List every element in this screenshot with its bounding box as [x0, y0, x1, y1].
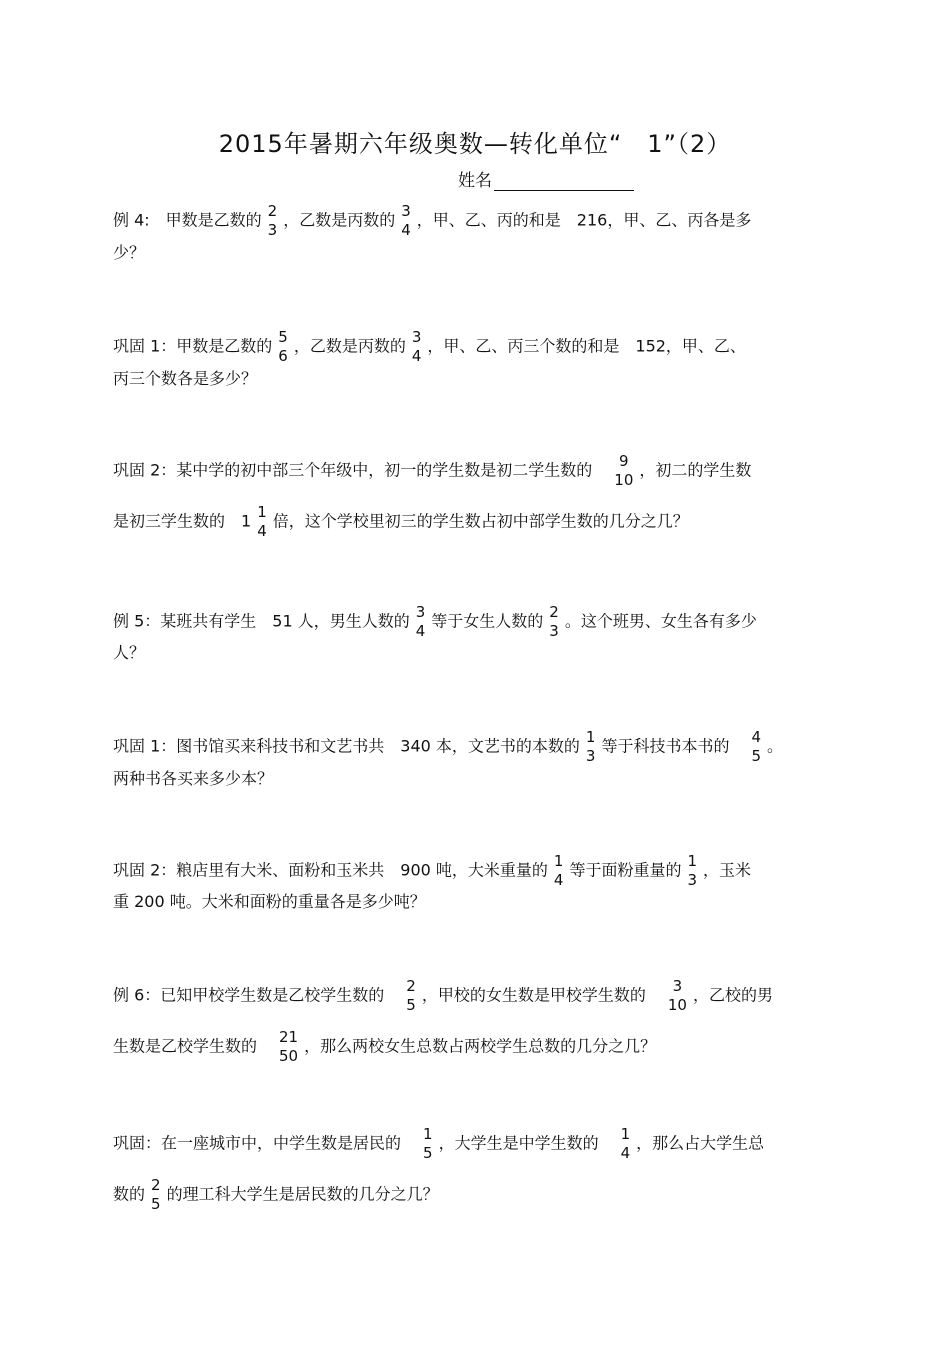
fraction-numerator: 9 — [619, 452, 629, 470]
fraction — [584, 728, 598, 766]
problem-text: 。这个班男、女生各有多少 — [564, 611, 757, 631]
problem-line — [113, 603, 757, 641]
fraction — [399, 202, 413, 240]
fraction — [421, 1125, 435, 1163]
problem-text: ，甲校的女生数是甲校学生数的 — [421, 985, 662, 1005]
problem-line — [113, 852, 751, 890]
fraction-denominator: 6 — [278, 347, 288, 365]
problem-text: 巩固 2：某中学的初中部三个年级中，初一的学生数是初二学生数的 — [113, 460, 609, 480]
name-blank — [494, 172, 634, 191]
fraction-denominator: 50 — [279, 1047, 299, 1065]
fraction-denominator: 4 — [257, 522, 267, 540]
fraction-denominator: 3 — [585, 747, 596, 765]
problem-text: 等于科技书本书的 — [601, 736, 746, 756]
problem-line — [113, 369, 257, 389]
fraction-numerator: 1 — [553, 852, 564, 870]
fraction-numerator: 1 — [423, 1125, 433, 1143]
fraction-numerator: 3 — [672, 977, 683, 995]
problem-text: ，初二的学生数 — [639, 460, 752, 480]
fraction-denominator: 4 — [620, 1144, 631, 1162]
fraction-numerator: 1 — [620, 1125, 631, 1143]
problem-text: ，大学生是中学生数的 — [438, 1133, 615, 1153]
name-field — [458, 166, 634, 191]
fraction-numerator: 3 — [411, 328, 422, 346]
fraction-denominator: 5 — [423, 1144, 433, 1162]
problem-text: 的理工科大学生是居民数的几分之几？ — [166, 1184, 439, 1204]
problem-text: 。 — [767, 736, 784, 756]
problem-line — [113, 643, 145, 663]
problem-text: 生数是乙校学生数的 — [113, 1036, 274, 1056]
fraction — [666, 977, 689, 1015]
problem-text: ，甲、乙、丙三个数的和是 152，甲、乙、 — [427, 336, 746, 356]
problem-text: 巩固 2：粮店里有大米、面粉和玉米共 900 吨，大米重量的 — [113, 860, 548, 880]
fraction-denominator: 5 — [406, 996, 416, 1014]
fraction — [410, 328, 424, 366]
fraction — [612, 452, 635, 490]
problem-text: ，甲、乙、丙的和是 216，甲、乙、丙各是多 — [416, 210, 752, 230]
problem-text: ，那么两校女生总数占两校学生总数的几分之几？ — [304, 1036, 657, 1056]
fraction — [276, 328, 290, 366]
problem-line — [113, 243, 145, 263]
fraction-numerator: 4 — [751, 728, 762, 746]
fraction — [255, 503, 269, 541]
fraction — [552, 852, 566, 890]
problem-text: 丙三个数各是多少？ — [113, 369, 258, 388]
problem-line — [113, 769, 273, 789]
problem-text: 等于面粉重量的 — [569, 860, 682, 880]
fraction — [149, 1176, 163, 1214]
problem-text: 少？ — [113, 243, 146, 262]
fraction-numerator: 2 — [549, 603, 559, 621]
problem-text: 例 6：已知甲校学生数是乙校学生数的 — [113, 985, 401, 1005]
problem-line — [113, 1176, 439, 1214]
fraction-denominator: 4 — [553, 871, 564, 889]
fraction-denominator: 5 — [151, 1195, 161, 1213]
fraction-denominator: 4 — [401, 221, 411, 239]
fraction-numerator: 3 — [401, 202, 411, 220]
fraction-numerator: 3 — [415, 603, 426, 621]
fraction-numerator: 2 — [267, 202, 278, 220]
fraction-denominator: 4 — [415, 622, 426, 640]
problem-line — [113, 202, 751, 240]
problem-text: ，乙数是丙数的 — [283, 210, 396, 230]
fraction-numerator: 21 — [279, 1028, 299, 1046]
problem-text: 巩固：在一座城市中，中学生数是居民的 — [113, 1133, 418, 1153]
problem-text: 是初三学生数的 1 — [113, 511, 252, 531]
fraction — [547, 603, 561, 641]
fraction — [749, 728, 763, 766]
fraction — [404, 977, 418, 1015]
problem-line — [113, 728, 783, 766]
fraction-numerator: 2 — [406, 977, 416, 995]
problem-text: ，乙数是丙数的 — [293, 336, 406, 356]
problem-text: 倍，这个学校里初三的学生数占初中部学生数的几分之几？ — [272, 511, 689, 531]
problem-line — [113, 452, 751, 490]
fraction-numerator: 5 — [278, 328, 288, 346]
fraction-denominator: 3 — [267, 221, 278, 239]
fraction-denominator: 10 — [614, 471, 634, 489]
page-title: 2015年暑期六年级奥数—转化单位“ 1”（2） — [218, 130, 732, 158]
problem-line — [113, 1125, 764, 1163]
problem-text: 巩固 1：甲数是乙数的 — [113, 336, 273, 356]
problem-line — [113, 1028, 656, 1066]
problem-text: ，乙校的男 — [692, 985, 773, 1005]
problem-text: 数的 — [113, 1184, 146, 1204]
fraction — [266, 202, 280, 240]
fraction-denominator: 4 — [411, 347, 422, 365]
fraction — [685, 852, 699, 890]
problem-line — [113, 503, 689, 541]
problem-line — [113, 328, 746, 366]
problem-text: 人？ — [113, 643, 146, 662]
fraction-denominator: 5 — [751, 747, 762, 765]
fraction-numerator: 2 — [151, 1176, 161, 1194]
name-label: 姓名 — [458, 171, 492, 191]
problem-text: 巩固 1：图书馆买来科技书和文艺书共 340 本，文艺书的本数的 — [113, 736, 580, 756]
fraction-numerator: 1 — [687, 852, 698, 870]
fraction-denominator: 3 — [687, 871, 698, 889]
fraction-numerator: 1 — [585, 728, 596, 746]
problem-line — [113, 892, 426, 912]
fraction — [277, 1028, 300, 1066]
fraction-denominator: 3 — [549, 622, 559, 640]
fraction-numerator: 1 — [257, 503, 267, 521]
fraction — [619, 1125, 633, 1163]
problem-text: 例 4: 甲数是乙数的 — [113, 210, 262, 230]
problem-text: 等于女生人数的 — [431, 611, 544, 631]
problem-text: 例 5：某班共有学生 51 人，男生人数的 — [113, 611, 410, 631]
problem-text: 重 200 吨。大米和面粉的重量各是多少吨？ — [113, 892, 426, 911]
problem-text: ，玉米 — [703, 860, 752, 880]
fraction-denominator: 10 — [667, 996, 687, 1014]
problem-line — [113, 977, 773, 1015]
problem-text: 两种书各买来多少本？ — [113, 769, 274, 788]
problem-text: ，那么占大学生总 — [636, 1133, 765, 1153]
fraction — [414, 603, 428, 641]
